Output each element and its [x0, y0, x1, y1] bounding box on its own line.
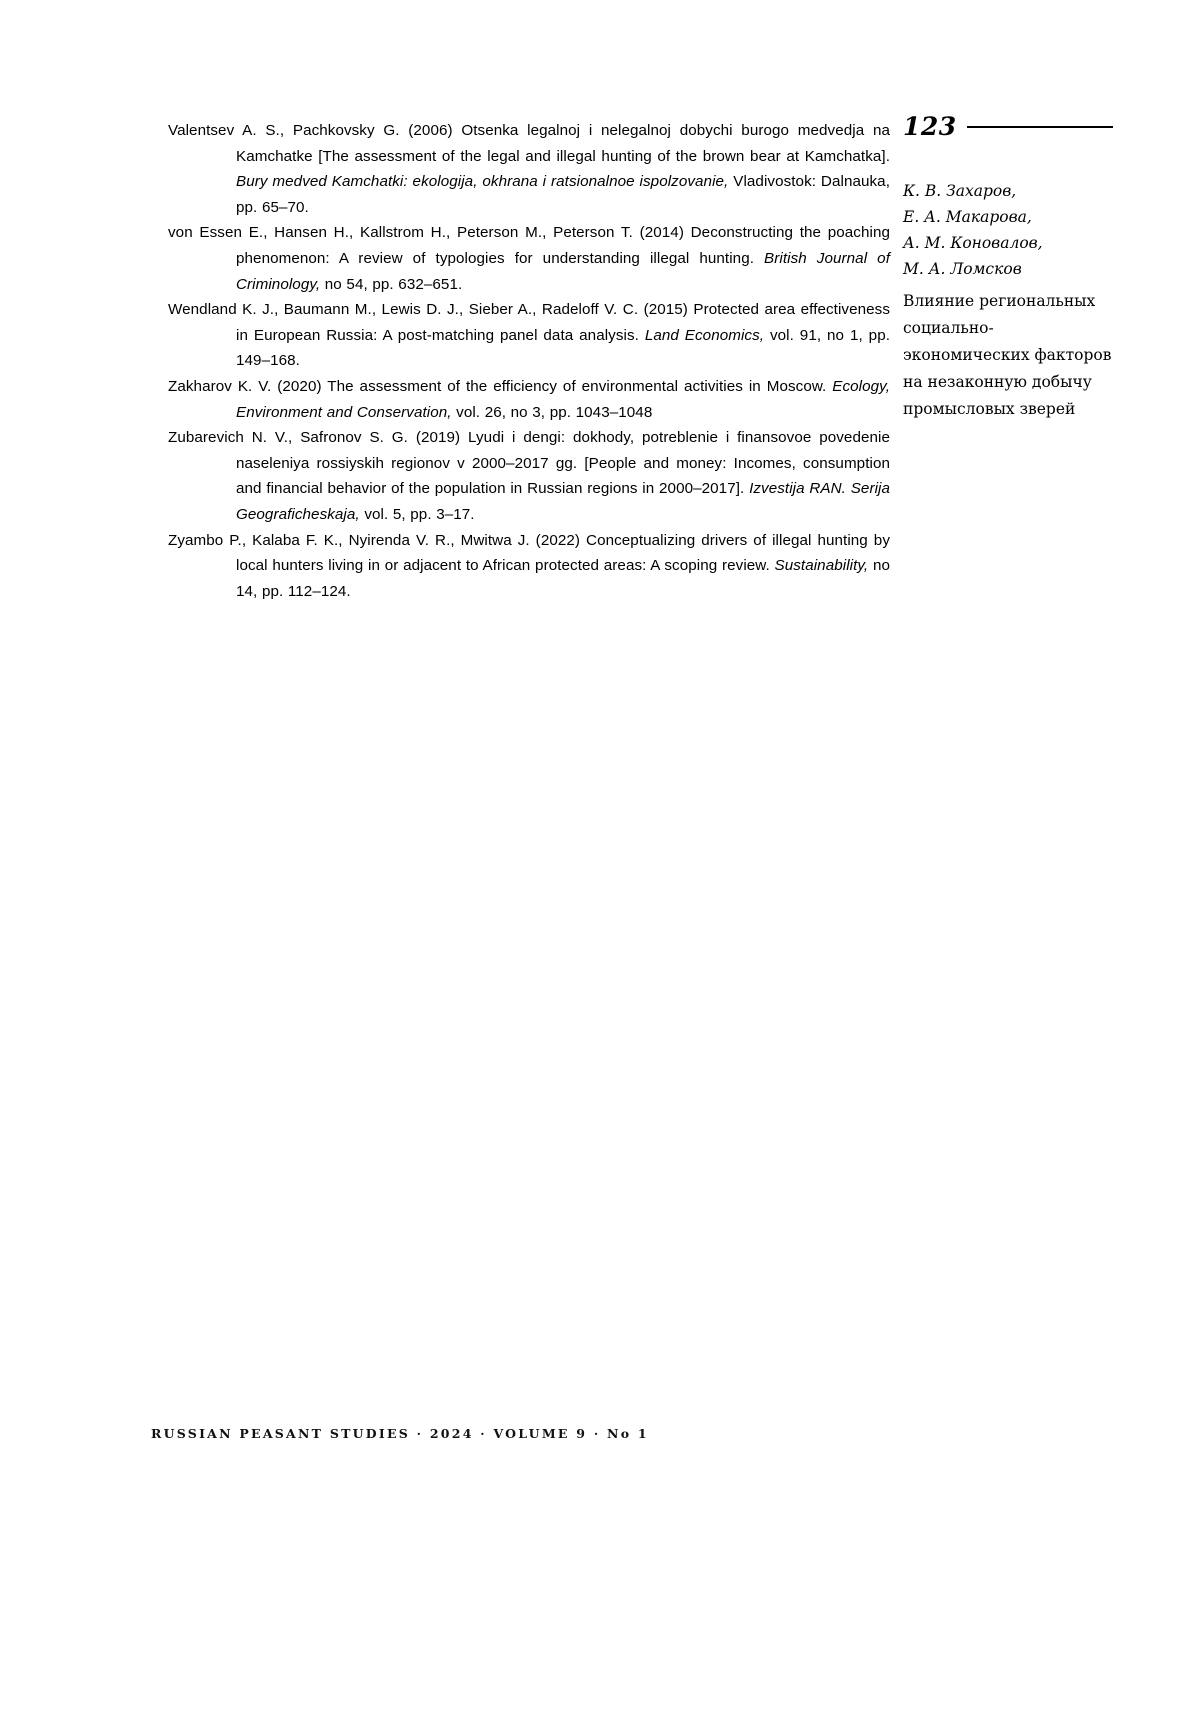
reference-text: Wendland K. J., Baumann M., Lewis D. J., Sieber A., Radeloff V. C. (2015) Protected area effectiveness in European Russia: A post-matching panel data analysis. [168, 301, 890, 344]
reference-text: vol. 26, no 3, pp. 1043–1048 [451, 403, 653, 421]
page-footer: RUSSIAN PEASANT STUDIES · 2024 · VOLUME 9 · No 1 [151, 1426, 649, 1441]
reference-source-title: Izvestija RAN. Serija Geograficheskaja, [236, 480, 890, 523]
reference-entry [168, 220, 890, 297]
margin-author-name: М. А. Ломсков [903, 260, 1022, 278]
margin-author-name: А. М. Коновалов, [903, 234, 1043, 252]
reference-text: Valentsev A. S., Pachkovsky G. (2006) Otsenka legalnoj i nelegalnoj dobychi burogo medvedja na Kamchatke [The assessment of the legal and illegal hunting of the brown bear at Kamchatka]. [168, 122, 890, 165]
reference-source-title: Ecology, Environment and Conservation, [236, 377, 890, 421]
reference-entry [168, 425, 890, 527]
margin-sidebar [903, 112, 1113, 423]
margin-author-name: К. В. Захаров, [903, 182, 1017, 200]
page-number: 123 [903, 111, 957, 141]
reference-entry [168, 528, 890, 605]
reference-source-title: Land Economics, [644, 326, 765, 344]
reference-entry [168, 297, 890, 374]
reference-text: vol. 91, no 1, pp. 149–168. [236, 326, 891, 370]
margin-article-title: Влияние региональных социально-экономических факторов на незаконную добычу промысловых зверей [903, 292, 1112, 418]
reference-source-title: Bury medved Kamchatki: ekologija, okhrana i ratsionalnoe ispolzovanie, [236, 173, 729, 191]
margin-author-name: Е. А. Макарова, [903, 208, 1032, 226]
reference-text: vol. 5, pp. 3–17. [359, 505, 475, 523]
reference-entry [168, 374, 890, 425]
page-number-rule [967, 126, 1113, 128]
reference-text: von Essen E., Hansen H., Kallstrom H., Peterson M., Peterson T. (2014) Deconstructing the poaching phenomenon: A review of typologies for understanding illegal hunting. [168, 224, 890, 267]
reference-source-title: British Journal of Criminology, [236, 249, 890, 293]
page-number-row [903, 112, 1113, 140]
reference-text: Zubarevich N. V., Safronov S. G. (2019) Lyudi i dengi: dokhody, potreblenie i finansovoe povedenie naseleniya rossiyskih regionov v 2000–2017 gg. [People and money: Incomes, consumption and financial behavior of the population in Russian regions in 2000–2017]. [168, 429, 890, 498]
reference-list [168, 118, 890, 604]
margin-authors [903, 178, 1113, 282]
reference-text: Zyambo P., Kalaba F. K., Nyirenda V. R., Mwitwa J. (2022) Conceptualizing drivers of illegal hunting by local hunters living in or adjacent to African protected areas: A scoping review. [168, 531, 890, 575]
reference-source-title: Sustainability, [774, 557, 869, 575]
reference-text: no 14, pp. 112–124. [236, 557, 890, 600]
reference-text: Vladivostok: Dalnauka, pp. 65–70. [236, 173, 891, 216]
reference-entry [168, 118, 890, 220]
reference-text: Zakharov K. V. (2020) The assessment of the efficiency of environmental activities in Moscow. [168, 377, 833, 395]
reference-text: no 54, pp. 632–651. [320, 275, 463, 293]
